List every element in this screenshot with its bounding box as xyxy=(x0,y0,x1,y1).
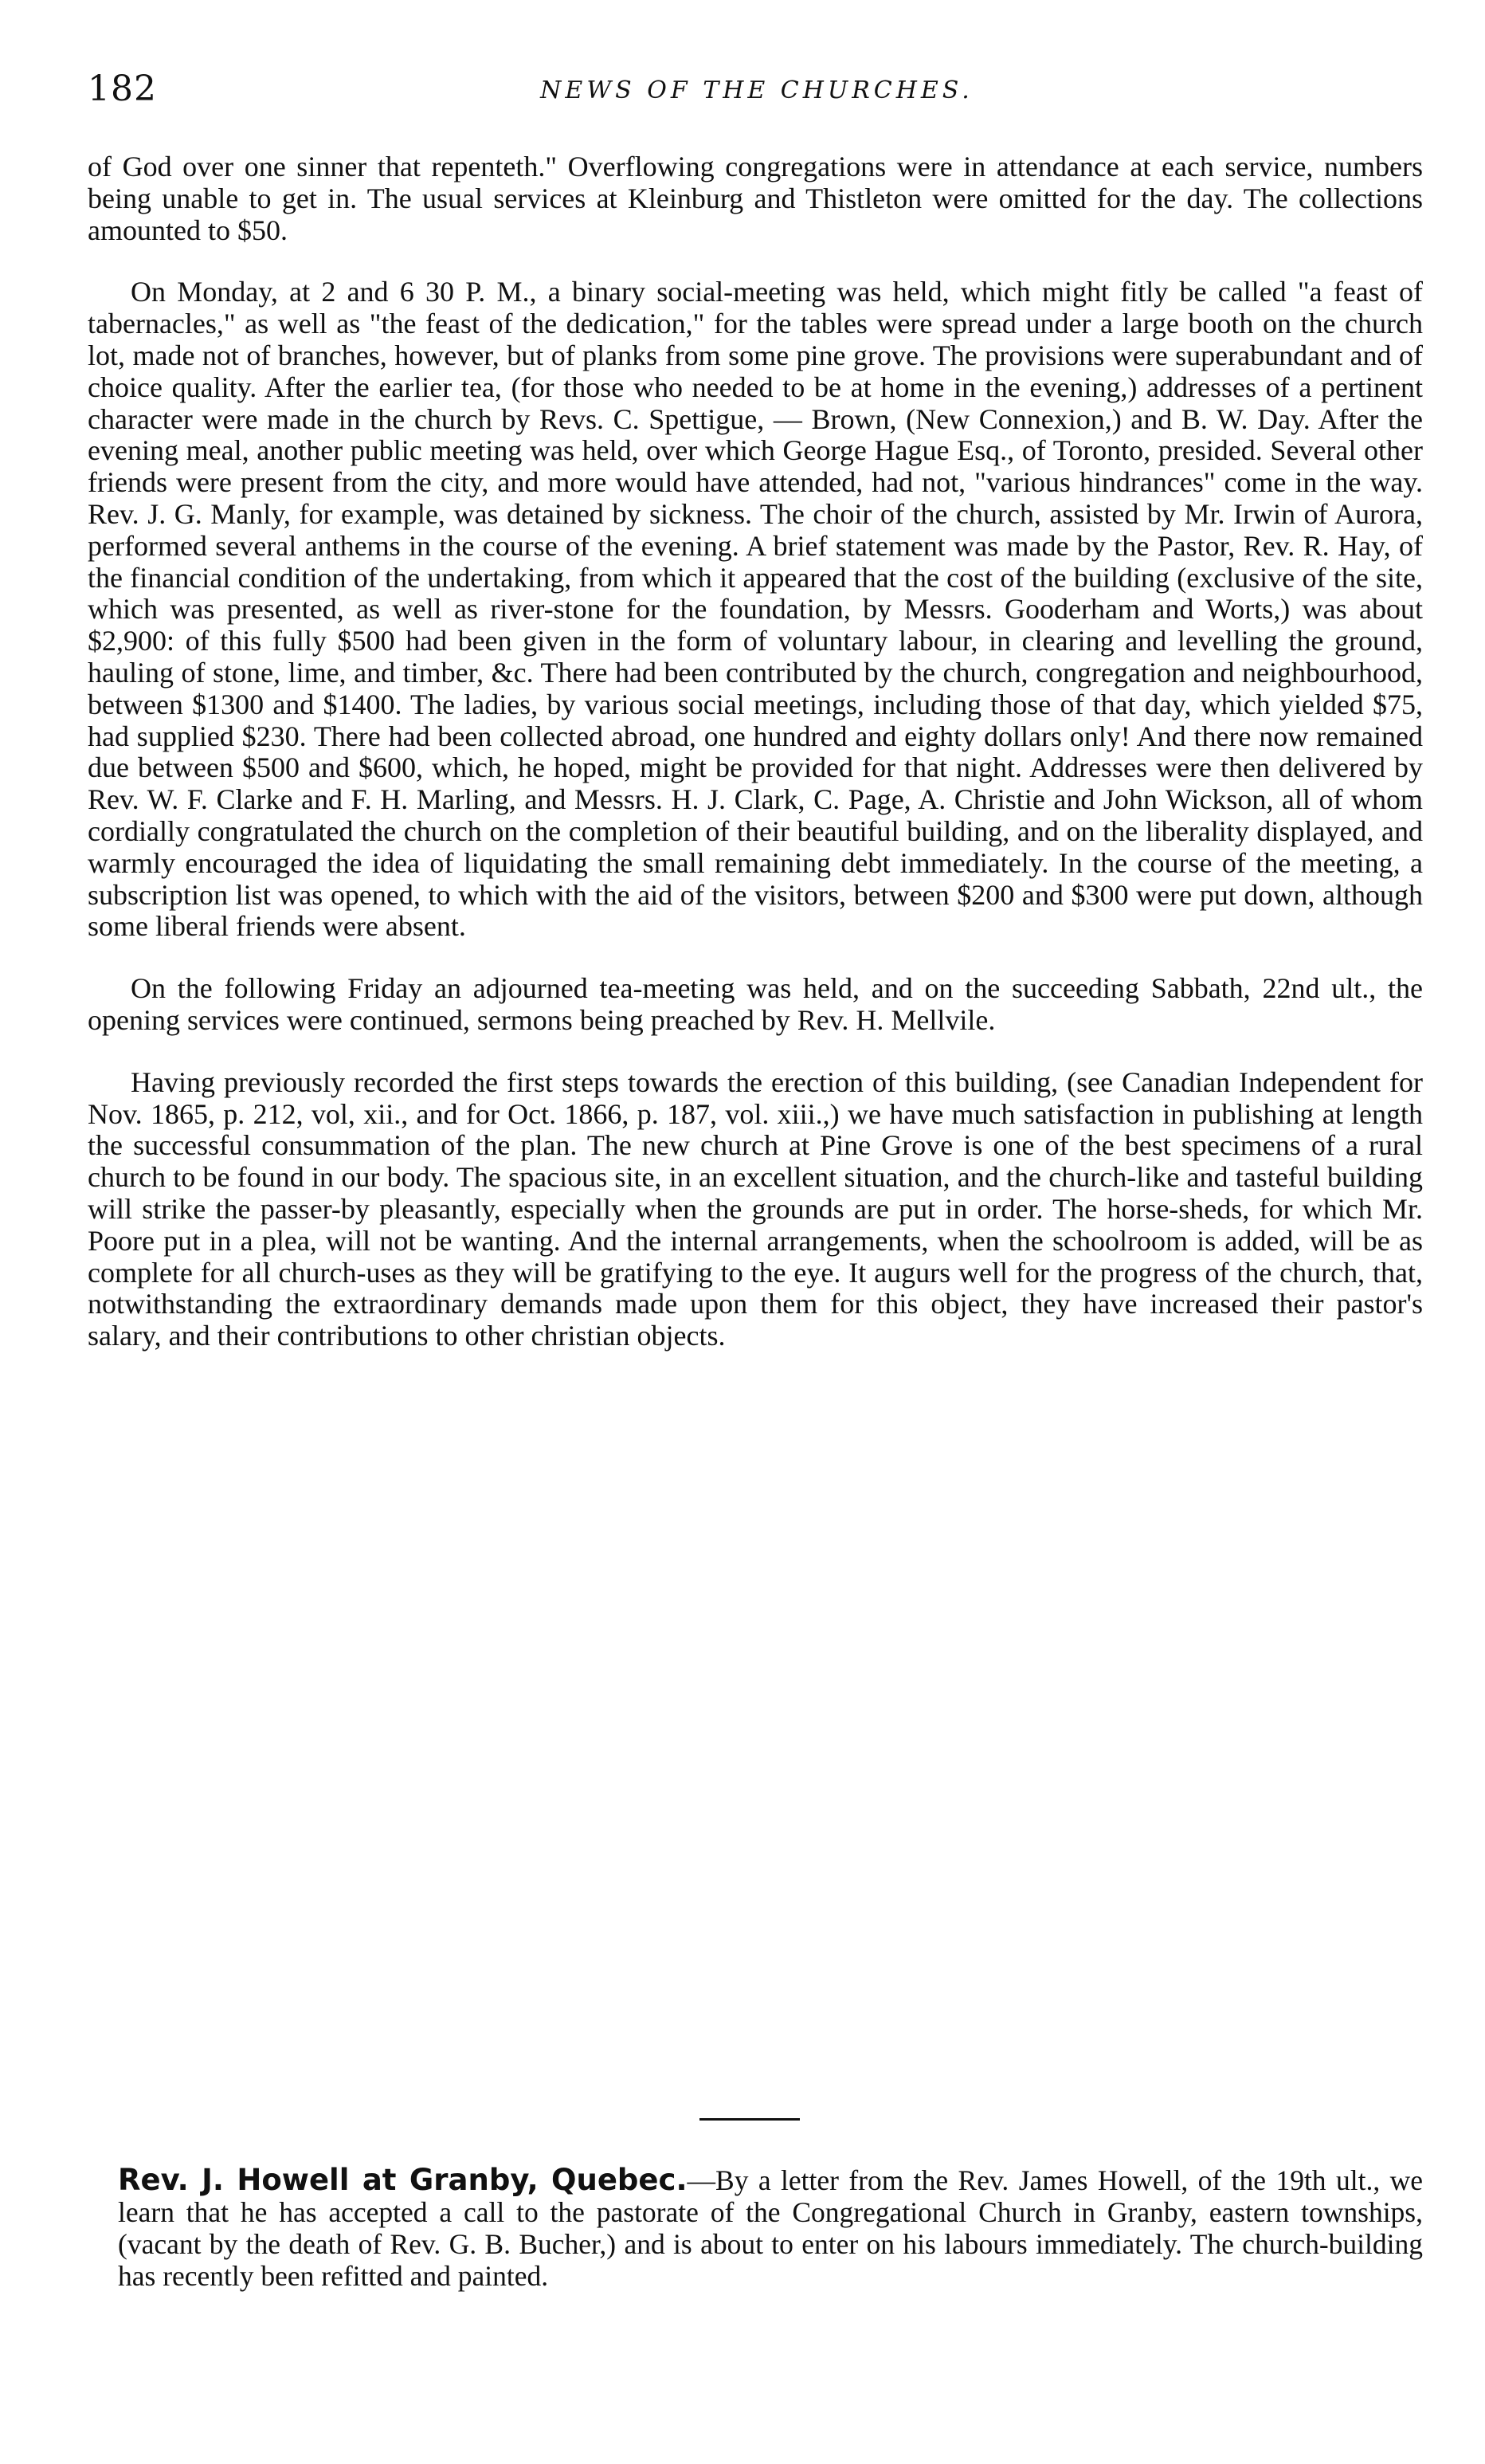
news-notice xyxy=(118,2164,1423,2292)
running-title: NEWS OF THE CHURCHES. xyxy=(540,77,974,104)
paragraph-continuation: of God over one sinner that repenteth." Overflowing congregations were in attendance at each service, numbers being unable to get in. The usual services at Kleinburg and Thistleton were omitted for the day. The collections amounted to $50. xyxy=(88,151,1423,246)
paragraph-friday-meeting: On the following Friday an adjourned tea-meeting was held, and on the succeeding Sabbath, 22nd ult., the opening services were continued, sermons being preached by Rev. H. Mellvile. xyxy=(88,972,1423,1036)
section-divider xyxy=(699,2118,800,2121)
page-number: 182 xyxy=(88,69,157,109)
paragraph-social-meeting: On Monday, at 2 and 6 30 P. M., a binary social-meeting was held, which might fitly be called "a feast of tabernacles," as well as "the feast of the dedication," for the tables were spread under a large booth on the church lot, made not of branches, however, but of planks from some pine grove. The provisions were superabundant and of choice quality. After the earlier tea, (for those who needed to be at home in the evening,) addresses of a pertinent character were made in the church by Revs. C. Spettigue, — Brown, (New Connexion,) and B. W. Day. After the evening meal, another public meeting was held, over which George Hague Esq., of Toronto, presided. Several other friends were present from the city, and more would have attended, had not, "various hindrances" come in the way. Rev. J. G. Manly, for example, was detained by sickness. The choir of the church, assisted by Mr. Irwin of Aurora, performed several anthems in the course of the evening. A brief statement was made by the Pastor, Rev. R. Hay, of the financial condition of the undertaking, from which it appeared that the cost of the building (exclusive of the site, which was presented, as well as river-stone for the foundation, by Messrs. Gooderham and Worts,) was about $2,900: of this fully $500 had been given in the form of voluntary labour, in clearing and levelling the ground, hauling of stone, lime, and timber, &c. There had been contributed by the church, congregation and neighbourhood, between $1300 and $1400. The ladies, by various social meetings, including those of that day, which yielded $75, had supplied $230. There had been collected abroad, one hundred and eighty dollars only! And there now remained due between $500 and $600, which, he hoped, might be provided for that night. Addresses were then delivered by Rev. W. F. Clarke and F. H. Marling, and Messrs. H. J. Clark, C. Page, A. Christie and John Wickson, all of whom cordially congratulated the church on the completion of their beautiful building, and on the liberality displayed, and warmly encouraged the idea of liquidating the small remaining debt immediately. In the course of the meeting, a subscription list was opened, to which with the aid of the visitors, between $200 and $300 were put down, although some liberal friends were absent. xyxy=(88,276,1423,943)
notice-heading: Rev. J. Howell at Granby, Quebec. xyxy=(118,2163,688,2197)
notice-paragraph xyxy=(118,2164,1423,2292)
notice-text: —By a letter from the Rev. James Howell, of the 19th ult., we learn that he has accepted a call to the pastorate of the Congregational Church in Granby, eastern townships, (vacant by the death of Rev. G. B. Bucher,) and is about to enter on his labours immediately. The church-building has recently been refitted and painted. xyxy=(118,2164,1423,2292)
running-head xyxy=(88,69,1426,116)
paragraph-editorial-summary: Having previously recorded the first steps towards the erection of this building, (see Canadian Independent for Nov. 1865, p. 212, vol, xii., and for Oct. 1866, p. 187, vol. xiii.,) we have much satisfaction in publishing at length the successful consummation of the plan. The new church at Pine Grove is one of the best specimens of a rural church to be found in our body. The spacious site, in an excellent situation, and the church-like and tasteful building will strike the passer-by pleasantly, especially when the grounds are put in order. The horse-sheds, for which Mr. Poore put in a plea, will not be wanting. And the internal arrangements, when the schoolroom is added, will be as complete for all church-uses as they will be gratifying to the eye. It augurs well for the progress of the church, that, notwithstanding the extraordinary demands made upon them for this object, they have increased their pastor's salary, and their contributions to other christian objects. xyxy=(88,1065,1423,1352)
article-body xyxy=(88,151,1423,1352)
